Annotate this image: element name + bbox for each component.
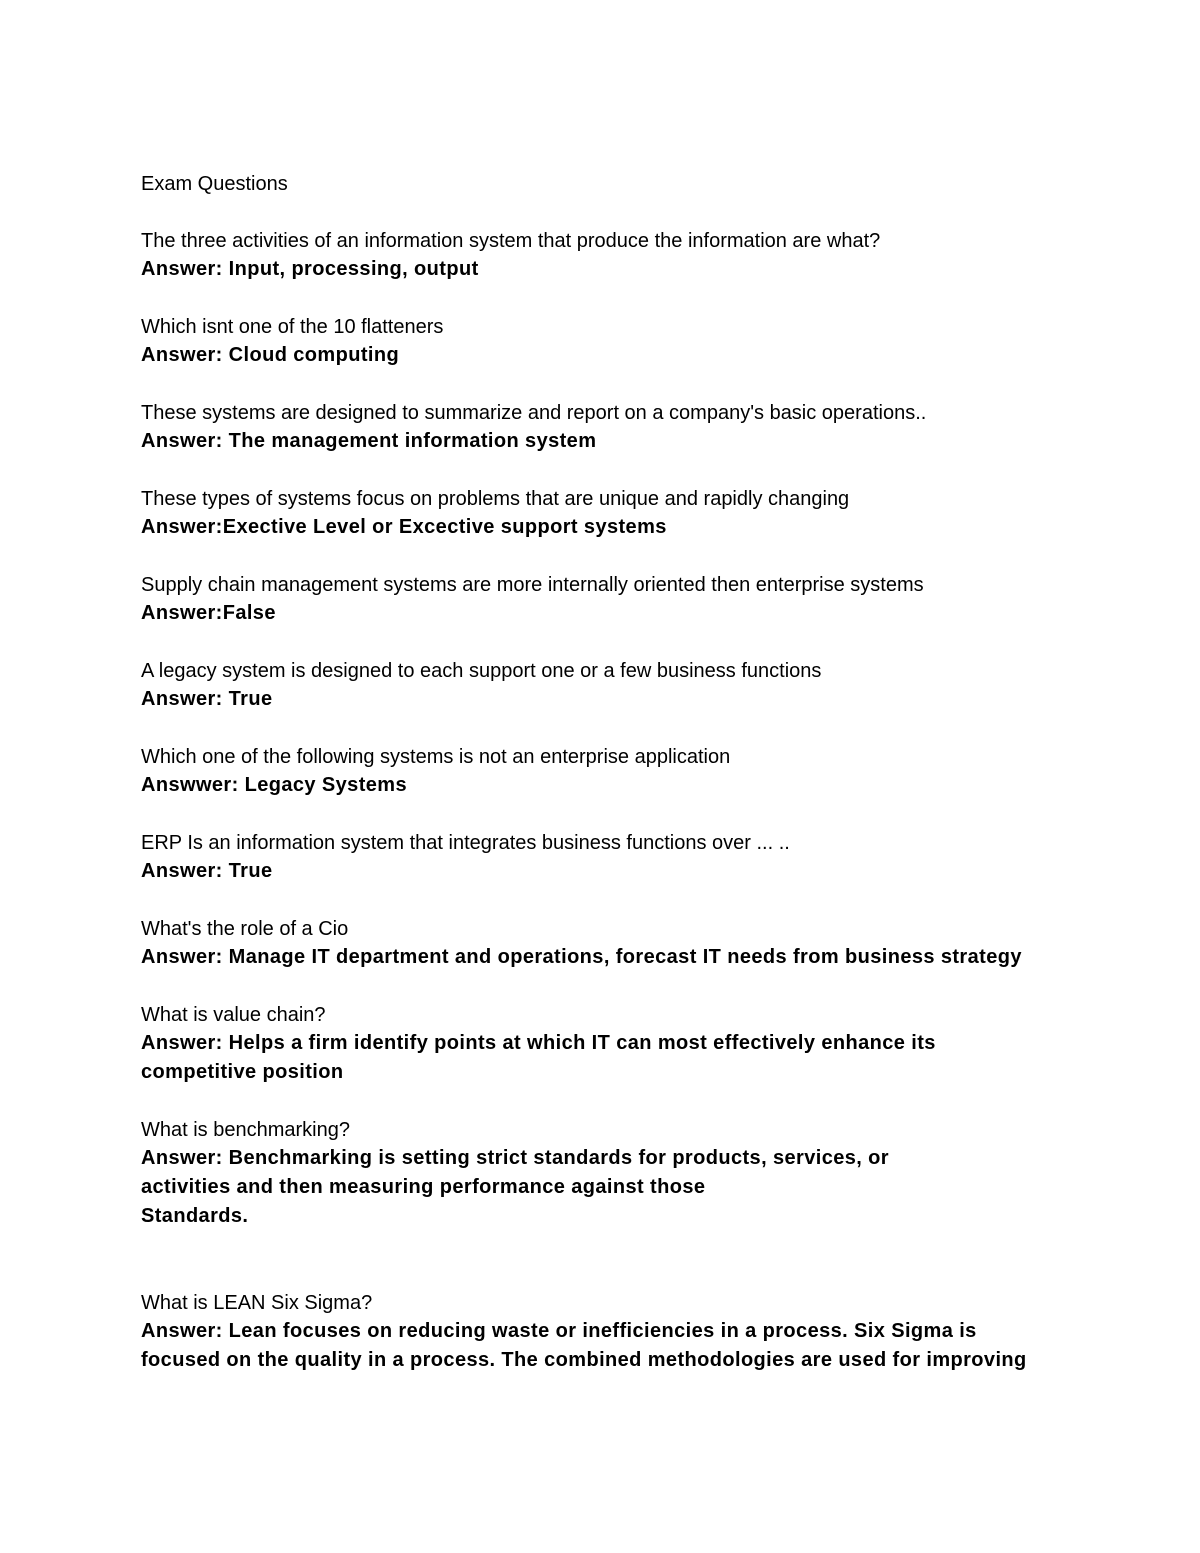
answer-line: activities and then measuring performance against those — [141, 1176, 706, 1198]
answer-text — [141, 943, 1141, 972]
answer-text — [141, 255, 1141, 284]
answer-line: competitive position — [141, 1061, 344, 1083]
answer-text — [141, 1029, 1141, 1087]
document-page — [141, 170, 1141, 1404]
qa-item-8 — [141, 829, 1141, 886]
question-text: A legacy system is designed to each support one or a few business functions — [141, 660, 822, 682]
answer-text — [141, 513, 1141, 542]
answer-line: Standards. — [141, 1205, 249, 1227]
answer-line: Answer: Manage IT department and operations, forecast IT needs from business strategy — [141, 946, 1022, 968]
qa-item-5 — [141, 571, 1141, 628]
question-text: What is LEAN Six Sigma? — [141, 1292, 373, 1314]
question-text: Supply chain management systems are more internally oriented then enterprise systems — [141, 574, 924, 596]
answer-line: Answer: The management information system — [141, 430, 597, 452]
qa-item-4 — [141, 485, 1141, 542]
qa-item-6 — [141, 657, 1141, 714]
question-text: What is benchmarking? — [141, 1119, 350, 1141]
answer-text — [141, 1317, 1141, 1375]
answer-line: Answer: Benchmarking is setting strict standards for products, services, or — [141, 1147, 889, 1169]
qa-item-12 — [141, 1289, 1141, 1375]
answer-text — [141, 771, 1141, 800]
answer-line: Answer: True — [141, 860, 273, 882]
question-text: What is value chain? — [141, 1004, 326, 1026]
qa-item-2 — [141, 313, 1141, 370]
qa-item-7 — [141, 743, 1141, 800]
qa-item-1 — [141, 227, 1141, 284]
qa-item-3 — [141, 399, 1141, 456]
answer-text — [141, 685, 1141, 714]
answer-line: Answer: Input, processing, output — [141, 258, 479, 280]
answer-text — [141, 857, 1141, 886]
answer-line: Answer: Helps a firm identify points at which IT can most effectively enhance its — [141, 1032, 936, 1054]
question-text: These systems are designed to summarize and report on a company's basic operations.. — [141, 402, 927, 424]
answer-line: Answer: True — [141, 688, 273, 710]
answer-line: Answer: Lean focuses on reducing waste or inefficiencies in a process. Six Sigma is — [141, 1320, 977, 1342]
answer-text — [141, 341, 1141, 370]
question-text: Which one of the following systems is not an enterprise application — [141, 746, 731, 768]
question-text: The three activities of an information system that produce the information are what? — [141, 230, 881, 252]
question-text: Which isnt one of the 10 flatteners — [141, 316, 444, 338]
document-title: Exam Questions — [141, 173, 288, 195]
qa-item-9 — [141, 915, 1141, 972]
answer-line: Answer: Cloud computing — [141, 344, 400, 366]
qa-item-10 — [141, 1001, 1141, 1087]
question-text: What's the role of a Cio — [141, 918, 349, 940]
question-text: ERP Is an information system that integrates business functions over ... .. — [141, 832, 790, 854]
answer-line: Answer:False — [141, 602, 276, 624]
answer-text — [141, 1144, 1141, 1231]
answer-text — [141, 599, 1141, 628]
answer-line: Answwer: Legacy Systems — [141, 774, 407, 796]
answer-line: focused on the quality in a process. The combined methodologies are used for improving — [141, 1349, 1027, 1371]
question-text: These types of systems focus on problems that are unique and rapidly changing — [141, 488, 850, 510]
qa-item-11 — [141, 1116, 1141, 1231]
answer-line: Answer:Exective Level or Excective support systems — [141, 516, 667, 538]
answer-text — [141, 427, 1141, 456]
